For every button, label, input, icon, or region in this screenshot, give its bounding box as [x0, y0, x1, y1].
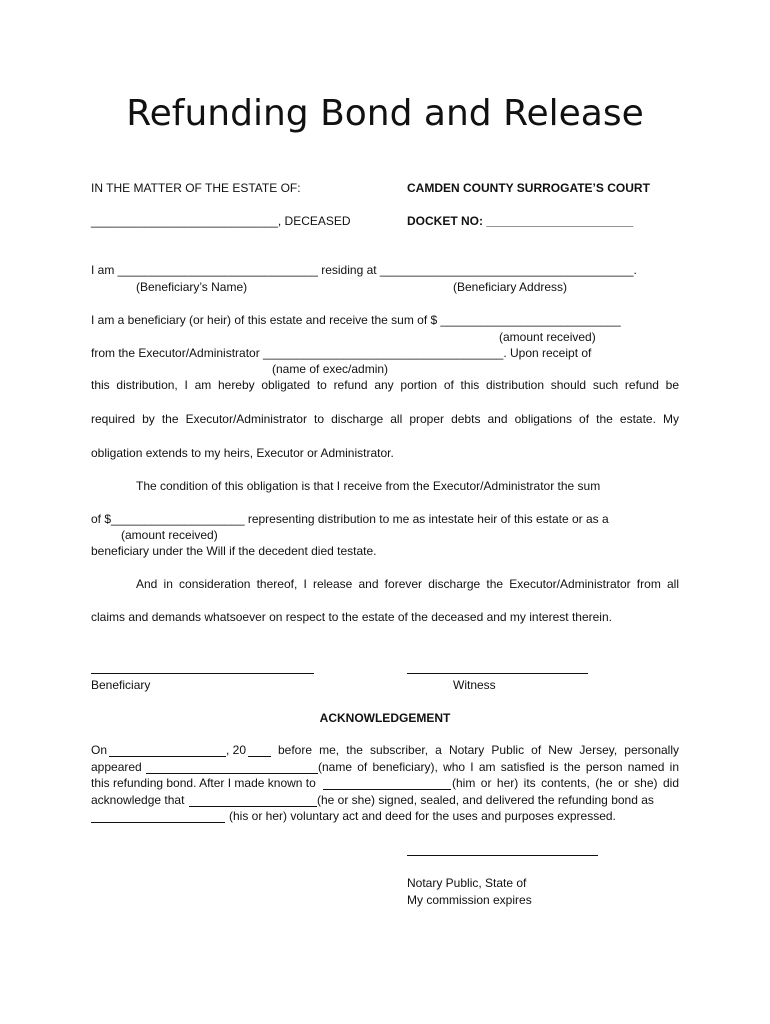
ack-acknowledge-label: acknowledge that — [91, 793, 185, 807]
ack-appeared-label: appeared — [91, 760, 142, 774]
document-title: Refunding Bond and Release — [126, 93, 644, 134]
beneficiary-signature-line — [91, 673, 314, 674]
ack-known-line — [323, 789, 451, 790]
caption-amount-received: (amount received) — [499, 330, 596, 344]
ack-year-label: , 20 — [226, 743, 247, 757]
witness-label: Witness — [453, 678, 496, 692]
ack-signer-line — [189, 806, 317, 807]
ack-line-4: (he or she) signed, sealed, and delivered the refunding bond as — [317, 793, 654, 807]
condition-line-2: of $____________________ representing distribution to me as intestate heir of this estate or as a — [91, 512, 609, 526]
ack-year-line — [248, 756, 271, 757]
ack-line-5: (his or her) voluntary act and deed for the uses and purposes expressed. — [229, 809, 616, 823]
ack-line-3: (him or her) its contents, (he or she) did — [452, 776, 679, 790]
acknowledgement-heading: ACKNOWLEDGEMENT — [319, 711, 451, 725]
caption-beneficiary-address: (Beneficiary Address) — [453, 280, 568, 294]
ack-known-label: this refunding bond. After I made known to — [91, 776, 316, 790]
obligation-line-3: obligation extends to my heirs, Executor or Administrator. — [91, 446, 394, 460]
ack-line-2: (name of beneficiary), who I am satisfied is the person named in — [318, 760, 679, 774]
ack-act-line — [91, 822, 225, 823]
witness-signature-line — [407, 673, 588, 674]
sum-statement: I am a beneficiary (or heir) of this estate and receive the sum of $ ___________________________ — [91, 313, 621, 327]
ack-date-line — [109, 756, 226, 757]
ack-name-line — [146, 773, 318, 774]
condition-line-1: The condition of this obligation is that I receive from the Executor/Administrator the sum — [136, 479, 601, 493]
estate-matter-label: IN THE MATTER OF THE ESTATE OF: — [91, 181, 301, 195]
beneficiary-statement: I am ______________________________ residing at ______________________________________. — [91, 263, 637, 277]
court-name: CAMDEN COUNTY SURROGATE’S COURT — [407, 181, 650, 195]
notary-signature-line — [407, 855, 598, 856]
condition-line-3: beneficiary under the Will if the decedent died testate. — [91, 544, 377, 558]
beneficiary-label: Beneficiary — [91, 678, 151, 692]
caption-amount-received-2: (amount received) — [121, 528, 218, 542]
caption-exec-name: (name of exec/admin) — [272, 362, 389, 376]
notary-commission-label: My commission expires — [407, 893, 532, 907]
obligation-line-2: required by the Executor/Administrator to discharge all proper debts and obligations of the estate. My — [91, 412, 679, 426]
release-line-1: And in consideration thereof, I release and forever discharge the Executor/Administrator from all — [136, 577, 679, 591]
ack-line-1: before me, the subscriber, a Notary Public of New Jersey, personally — [278, 743, 679, 757]
ack-on-label: On — [91, 743, 108, 757]
docket-number: DOCKET NO: ______________________ — [407, 214, 634, 228]
executor-statement: from the Executor/Administrator ____________________________________. Upon receipt of — [91, 346, 592, 360]
caption-beneficiary-name: (Beneficiary’s Name) — [136, 280, 248, 294]
obligation-line-1: this distribution, I am hereby obligated to refund any portion of this distribution should such refund be — [91, 378, 679, 392]
notary-state-label: Notary Public, State of — [407, 876, 527, 890]
deceased-line: ____________________________, DECEASED — [91, 214, 351, 228]
release-line-2: claims and demands whatsoever on respect to the estate of the deceased and my interest therein. — [91, 610, 612, 624]
